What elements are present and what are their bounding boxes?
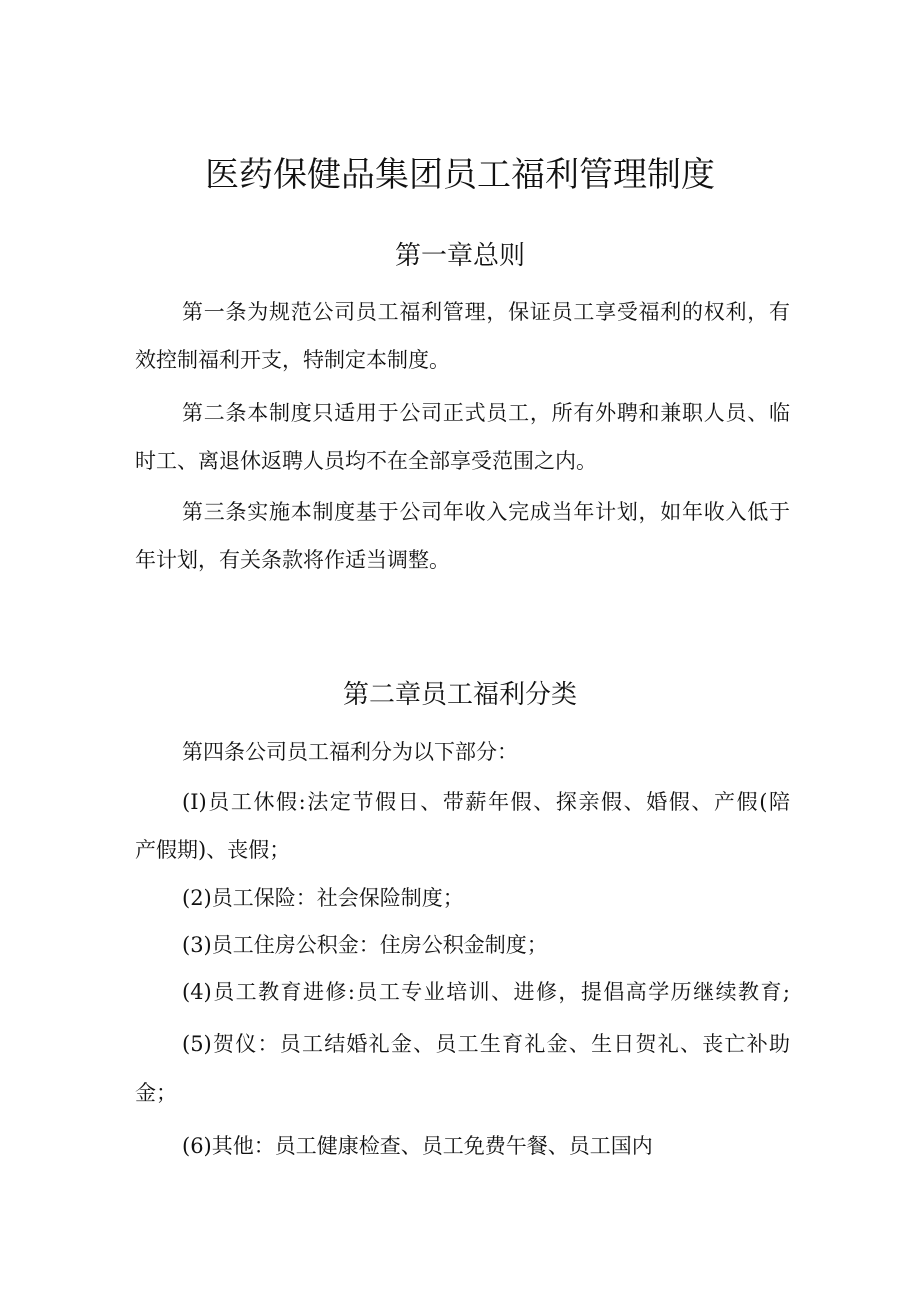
chapter-2-heading: 第二章员工福利分类 (342, 680, 577, 710)
article-3-line-2: 年计划，有关条款将作适当调整。 (135, 548, 450, 572)
item-6: (6)其他：员工健康检查、员工免费午餐、员工国内 (182, 1134, 653, 1158)
article-4: 第四条公司员工福利分为以下部分： (182, 740, 518, 764)
chapter-1-heading: 第一章总则 (394, 241, 525, 271)
document-title: 医药保健品集团员工福利管理制度 (205, 155, 715, 195)
article-3-line-1: 第三条实施本制度基于公司年收入完成当年计划，如年收入低于 (182, 500, 790, 524)
item-4: (4)员工教育进修:员工专业培训、进修，提倡高学历继续教育; (182, 980, 790, 1004)
item-3: (3)员工住房公积金：住房公积金制度； (182, 933, 548, 957)
item-2: (2)员工保险：社会保险制度； (182, 886, 464, 910)
article-1-line-2: 效控制福利开支，特制定本制度。 (135, 348, 450, 372)
item-1-line-2: 产假期)、丧假； (135, 838, 291, 862)
article-1-line-1: 第一条为规范公司员工福利管理，保证员工享受福利的权利，有 (182, 300, 790, 324)
article-2-line-2: 时工、离退休返聘人员均不在全部享受范围之内。 (135, 449, 597, 473)
item-1-line-1: (I)员工休假:法定节假日、带薪年假、探亲假、婚假、产假(陪 (182, 790, 790, 814)
item-5-line-1: (5)贺仪：员工结婚礼金、员工生育礼金、生日贺礼、丧亡补助 (182, 1032, 790, 1056)
item-5-line-2: 金； (135, 1081, 177, 1105)
article-2-line-1: 第二条本制度只适用于公司正式员工，所有外聘和兼职人员、临 (182, 401, 790, 425)
